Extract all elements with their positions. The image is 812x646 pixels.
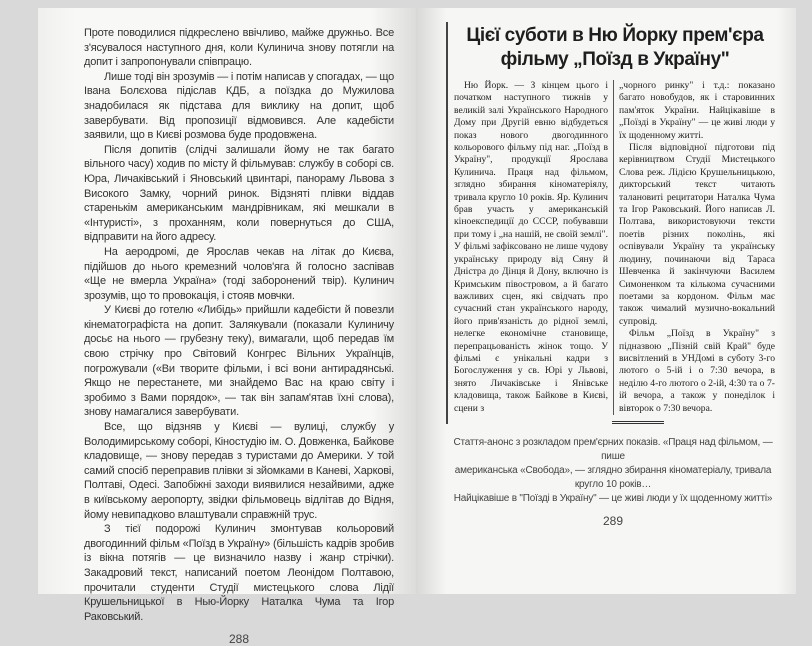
clipping-column-2	[619, 80, 775, 415]
paragraph: Після допитів (слідчі залишали йому не так багато вільного часу) ходив по місту й фільмував: службу в соборі св. Юра, Личаківський і Яновський цвинтарі, панораму Львова з Високого Замку, чорний ринок. Відзняті плівки віддав старенькім американським мандрівникам, які мешкали в «Інтуристі», з проханням, коли повернуться до США, відправити на його адресу.	[84, 143, 394, 244]
paragraph: На аеродромі, де Ярослав чекав на літак до Києва, підійшов до нього кремезний чолов'яга й голосно заспівав «Ще не вмерла Україна» (тоді заборонений твір). Кулинич зрозумів, що то провокація, і стояв мовчки.	[84, 245, 394, 302]
clipping-end-rule	[612, 421, 664, 424]
column-divider	[613, 80, 614, 415]
photo-caption	[446, 436, 780, 506]
caption-line: американська «Свобода», — зглядно збирання кіноматеріалу, тривала кругло 10 років…	[454, 464, 772, 490]
clipping-paragraph: Після відповідної підготови під керівництвом Студії Мистецького Слова реж. Лідією Крушельницькою, дикторський текст читають талановиті рецитатори Наталка Чума та Ігор Раковський. Його написав Л. Полтава, використовуючи тексти поетів різних поколінь, які оспівували Україну та українську людину, починаючи від Тараса Шевченка й закінчуючи Василем Симоненком та кількома сучасними поетами за кордоном. Фільм має також чималий музично-вокальний супровід.	[619, 142, 775, 327]
right-page	[416, 8, 796, 594]
clipping-paragraph: „чорного ринку" і т.д.: показано багато новобудов, як і старовинних пам'яток України. Найцікавіше в „Поїзді в Україну" — це живі люди у їх щоденному житті.	[619, 80, 775, 141]
caption-line: Найцікавіше в "Поїзді в Україну" — це живі люди у їх щоденному житті»	[453, 492, 773, 504]
newspaper-clipping	[446, 22, 780, 424]
clipping-column-1	[454, 80, 608, 415]
left-page	[38, 8, 416, 646]
page-number-right: 289	[602, 513, 624, 528]
clipping-headline: Цієї суботи в Ню Йорку прем'єра фільму „Поїзд в Україну"	[466, 25, 764, 70]
caption-line: Стаття-анонс з розкладом прем'єрних показів. «Праця над фільмом, — пише	[453, 436, 773, 462]
paragraph: З тієї подорожі Кулинич змонтував кольоровий двогодинний фільм «Поїзд в Україну» (більшість кадрів зробив із вікна потягів — це визначило назву і жанр стрічки). Закадровий текст, написаний поетом Леонідом Полтавою, прочитали студенти Студії мистецького слова Лідії Крушельницької в Нью-Йорку Наталка Чума та Ігор Раковський.	[84, 523, 394, 623]
left-page-body-text	[84, 26, 394, 624]
paragraph: Лише тоді він зрозумів — і потім написав у спогадах, — що Івана Болєхова підіслав КДБ, а поїздка до Мужилова знадобилася як підстава для виклику на допит, щоб завербувати. Від пропозиції відмовився. Але кадебісти заявили, що в Києві розмова буде продовжена.	[84, 70, 395, 142]
paragraph: Все, що відзняв у Києві — вулиці, службу у Володимирському соборі, Кіностудію ім. О. Довженка, Байкове кладовище, — знову передав з туристами до Америки. У той самий спосіб переправив плівки зі зйомками в Каневі, Харкові, Полтаві, Одесі. Запобіжні заходи виявилися незайвими, адже в київському аеропорту, звідки фільмовець відлітав до Відня, йому невипадково влаштували справжній трус.	[84, 421, 394, 521]
clipping-paragraph: Ню Йорк. — З кінцем цього і початком наступного тижнів у великій залі Українського Народного Дому при Другій евню відбудеться показ нового двогодинного кольорового фільму під наг. „Поїзд в Україну", продукції Ярослава Кулинича. Праця над фільмом, зглядно збирання кіноматеріялу, тривала кругло 10 років. Яр. Кулинич брав участь у американській кіноекспедиції до СССР, побувавши при тому і „на нашій, не своїй землі". У фільмі зафіксовано не лише чудову українську природу від Сяну й Дністра до Дінця й Дону, включно із Кримським півостровом, а й багато важливих сцен, які свідчать про сучасний стан українського народу, його прив'язаність до рідної землі, нелегке економічне становище, перепрацьованість жінок тощо. У фільмі є унікальні кадри з Богослуження у св. Юрі у Львові, знято Личаківське і Янівське кладовища, також Байкове в Києві, сцени з	[454, 80, 608, 414]
paragraph: Проте поводилися підкреслено ввічливо, майже дружньо. Все з'ясувалося наступного дня, коли Кулинича знову потягли на допит і запропонували співпрацю.	[84, 27, 394, 69]
clipping-columns	[454, 80, 780, 415]
clipping-paragraph: Фільм „Поїзд в Україну" з підназвою „Пізній свій Край" буде висвітлений в УНДомі в суботу 3-го лютого о 5-ій і о 7:30 вечора, в неділю 4-го лютого о 2-ій, 4:30 та о 7-ій вечора, а також у понеділок і вівторок о 7:30 вечора.	[619, 328, 775, 414]
paragraph: У Києві до готелю «Либідь» прийшли кадебісти й повезли кінематографіста на допит. Залякували (показали Кулиничу досьє на нього — грубезну теку), вимагали, щоб передав їм свою стрічку про Світовий Конгрес Вільних Українців, погрожували («Ви творите фільми, і всі вони антирадянські. Якщо не перестанете, ми знайдемо Вас на краю світу і зробимо з Вами порядок», — так він запам'ятав їхні слова), знову намагалися завербувати.	[84, 304, 394, 419]
page-number-left: 288	[228, 632, 250, 646]
